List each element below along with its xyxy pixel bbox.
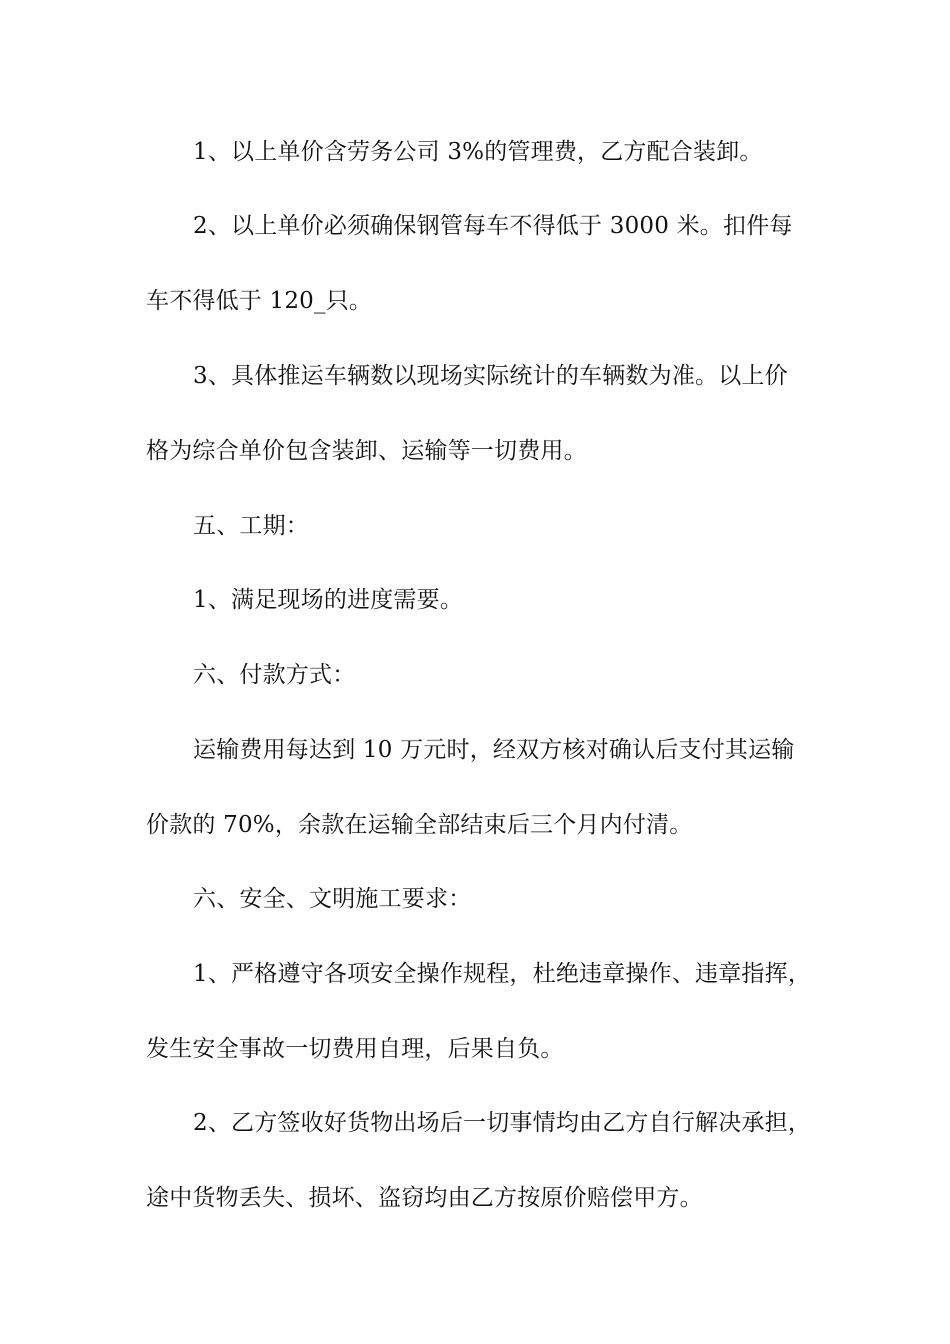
paragraph-line: 3、具体推运车辆数以现场实际统计的车辆数为准。以上价 [193,363,788,389]
section-heading: 五、工期： [193,513,309,539]
paragraph-line: 途中货物丢失、损坏、盗窃均由乙方按原价赔偿甲方。 [146,1185,703,1211]
section-heading: 六、安全、文明施工要求： [193,886,472,912]
paragraph-line: 1、严格遵守各项安全操作规程，杜绝违章操作、违章指挥， [193,961,812,987]
paragraph-line: 1、满足现场的进度需要。 [193,587,464,613]
paragraph-line: 发生安全事故一切费用自理，后果自负。 [146,1036,564,1062]
paragraph-line: 价款的 70%，余款在运输全部结束后三个月内付清。 [146,812,693,838]
paragraph-line: 车不得低于 120_只。 [146,288,373,314]
paragraph-line: 运输费用每达到 10 万元时，经双方核对确认后支付其运输 [193,737,795,763]
paragraph-line: 2、以上单价必须确保钢管每车不得低于 3000 米。扣件每 [193,213,793,239]
paragraph-line: 2、乙方签收好货物出场后一切事情均由乙方自行解决承担， [193,1110,812,1136]
paragraph-line: 格为综合单价包含装卸、运输等一切费用。 [146,438,587,464]
paragraph-line: 1、以上单价含劳务公司 3%的管理费，乙方配合装卸。 [193,139,763,165]
section-heading: 六、付款方式： [193,662,356,688]
